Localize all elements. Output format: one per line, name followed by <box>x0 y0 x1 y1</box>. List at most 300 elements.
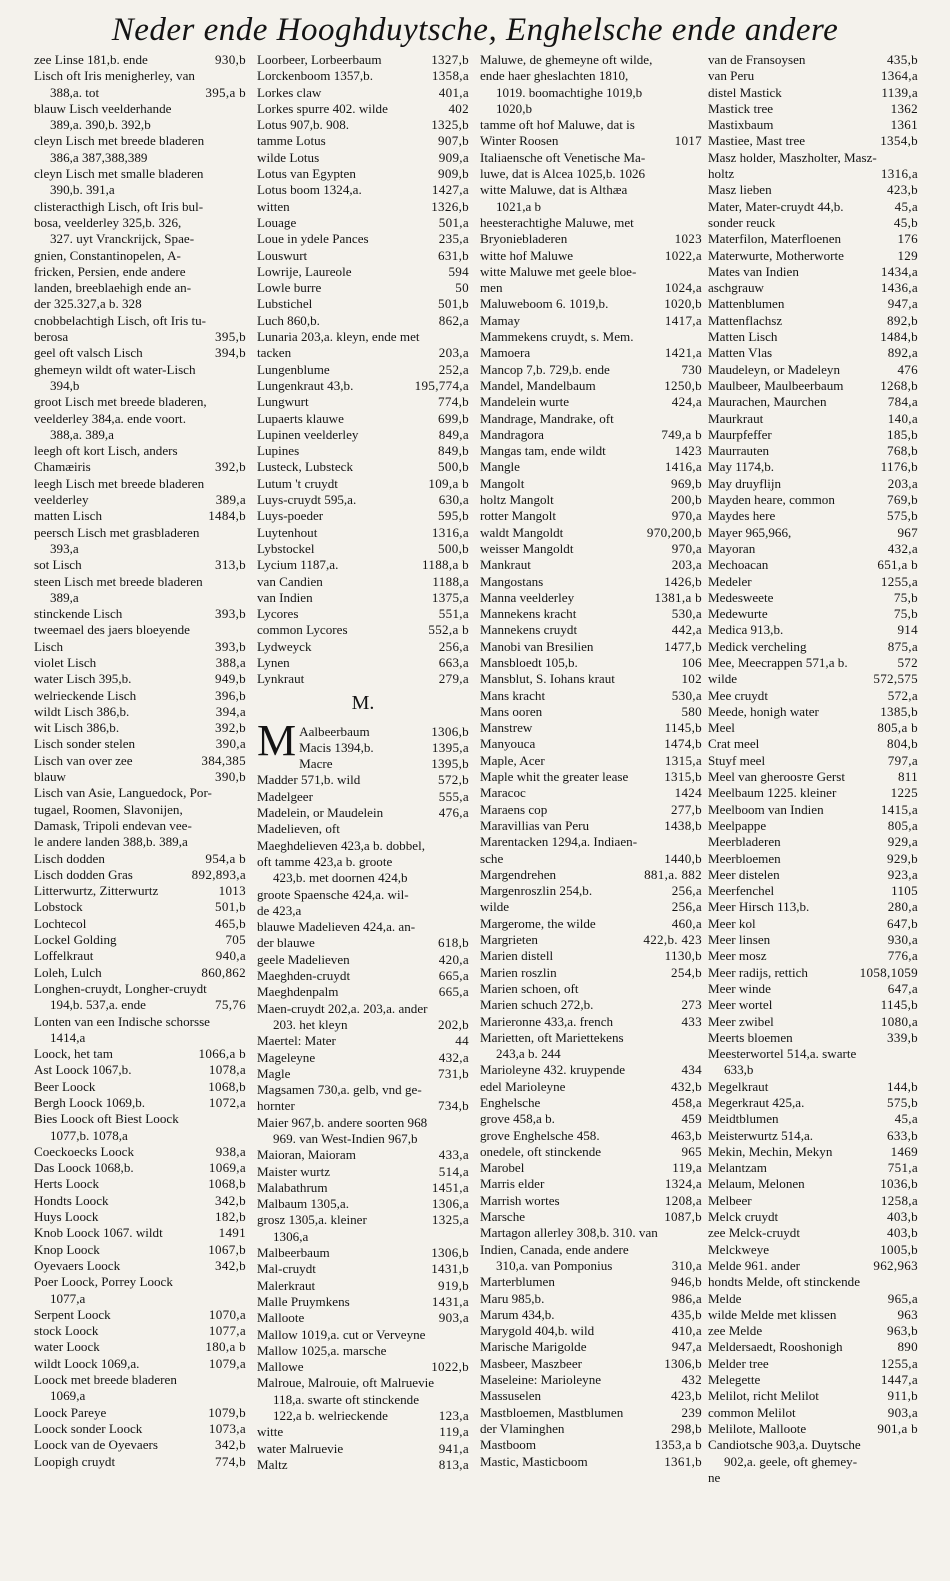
index-entry <box>480 965 702 981</box>
entry-term: Medewurte <box>708 606 768 622</box>
entry-page-ref: 432 <box>681 1372 702 1388</box>
entry-term: Malloote <box>257 1310 305 1326</box>
entry-term: Mangle <box>480 459 520 475</box>
entry-term: Malle Pruymkens <box>257 1293 350 1309</box>
index-entry <box>34 720 246 736</box>
entry-page-ref: 239 <box>681 1404 702 1420</box>
entry-page-ref: 1395,a <box>431 739 469 755</box>
entry-term: Lorkes claw <box>257 84 322 100</box>
entry-page-ref: 572,a <box>887 687 918 703</box>
entry-term: ende haer gheslachten 1810, <box>480 68 629 84</box>
entry-page-ref: 433 <box>681 1013 702 1029</box>
entry-page-ref: 970,a <box>671 540 702 556</box>
index-entry <box>708 818 918 834</box>
index-entry <box>480 1111 702 1127</box>
index-entry <box>480 1225 702 1241</box>
entry-page-ref: 938,a <box>215 1143 246 1159</box>
index-entry <box>257 182 469 198</box>
entry-term: Lowle burre <box>257 280 322 296</box>
entry-page-ref: 342,b <box>215 1192 246 1208</box>
index-entry <box>257 805 469 821</box>
entry-term: 122,a b. welrieckende <box>273 1408 388 1424</box>
index-entry <box>708 1258 918 1274</box>
entry-term: Lockel Golding <box>34 932 117 948</box>
entry-term: Loffelkraut <box>34 948 94 964</box>
entry-page-ref: 860,862 <box>201 964 246 980</box>
index-entry <box>257 378 469 394</box>
entry-page-ref: 776,a <box>887 948 918 964</box>
index-entry <box>708 655 918 671</box>
index-entry <box>480 1437 702 1453</box>
entry-term: Lisch <box>34 638 64 654</box>
entry-term: Medica 913,b. <box>708 622 784 638</box>
entry-page-ref: 946,b <box>671 1274 702 1290</box>
index-entry <box>708 851 918 867</box>
entry-page-ref: 1255,a <box>880 573 918 589</box>
entry-term: van Indien <box>257 589 313 605</box>
index-entry <box>480 329 702 345</box>
entry-term: Lorkes spurre 402. wilde <box>257 100 388 116</box>
entry-page-ref: 665,a <box>438 968 469 984</box>
entry-page-ref: 892,b <box>887 312 918 328</box>
entry-term: Maioran, Maioram <box>257 1147 356 1163</box>
entry-term: wilde <box>480 899 510 915</box>
entry-page-ref: 1477,b <box>664 638 702 654</box>
entry-page-ref: 254,b <box>671 964 702 980</box>
entry-term: Lisch dodden <box>34 850 105 866</box>
index-entry <box>708 313 918 329</box>
entry-term: Meerbladeren <box>708 834 781 850</box>
entry-page-ref: 774,b <box>438 394 469 410</box>
entry-page-ref: 392,b <box>215 720 246 736</box>
entry-page-ref: 965,a <box>887 1290 918 1306</box>
index-entry <box>34 199 246 215</box>
entry-term: Maeghdelieven 423,a b. dobbel, <box>257 837 425 853</box>
entry-page-ref: 572,575 <box>873 671 918 687</box>
entry-page-ref: 50 <box>455 280 469 296</box>
entry-page-ref: 901,a b <box>877 1420 918 1436</box>
entry-term: Maurachen, Maurchen <box>708 394 827 410</box>
entry-page-ref: 1375,a <box>431 589 469 605</box>
entry-term: 1414,a <box>50 1029 86 1045</box>
index-entry <box>34 1225 246 1241</box>
index-entry <box>708 1176 918 1192</box>
index-entry <box>480 1209 702 1225</box>
index-entry <box>34 1339 246 1355</box>
index-entry <box>257 166 469 182</box>
entry-page-ref: 476,a <box>438 805 469 821</box>
entry-term: Mater, Mater-cruydt 44,b. <box>708 198 844 214</box>
entry-term: Maister wurtz <box>257 1163 331 1179</box>
index-entry <box>708 248 918 264</box>
entry-term: Stuyf meel <box>708 752 766 768</box>
index-entry <box>708 1062 918 1078</box>
entry-term: Maurpfeffer <box>708 426 772 442</box>
index-entry <box>480 541 702 557</box>
entry-page-ref: 555,a <box>438 788 469 804</box>
entry-page-ref: 1258,a <box>880 1192 918 1208</box>
entry-term: gnien, Constantinopelen, A- <box>34 247 181 263</box>
entry-term: 1019. boomachtighe 1019,b <box>496 84 643 100</box>
entry-page-ref: 969,b <box>671 475 702 491</box>
index-entry <box>34 476 246 492</box>
entry-term: Lungwurt <box>257 394 309 410</box>
index-entry <box>708 1405 918 1421</box>
entry-term: Marische Marigolde <box>480 1339 587 1355</box>
index-entry <box>257 1017 469 1033</box>
index-entry <box>708 166 918 182</box>
index-entry <box>257 1327 469 1343</box>
index-entry <box>480 1242 702 1258</box>
index-entry <box>34 296 246 312</box>
entry-term: peersch Lisch met grasbladeren <box>34 524 200 540</box>
entry-term: Maseleine: Marioleyne <box>480 1372 602 1388</box>
entry-term: Maurrauten <box>708 443 770 459</box>
entry-term: Damask, Tripoli endevan vee- <box>34 817 192 833</box>
entry-page-ref: 185,b <box>887 426 918 442</box>
entry-term: Meesterwortel 514,a. swarte <box>708 1046 857 1062</box>
index-entry <box>34 1095 246 1111</box>
index-entry <box>34 997 246 1013</box>
entry-term: 1306,a <box>273 1228 309 1244</box>
index-entry <box>480 345 702 361</box>
entry-page-ref: 805,a <box>887 817 918 833</box>
entry-term: ghemeyn wildt oft water-Lisch <box>34 361 196 377</box>
index-entry <box>34 1014 246 1030</box>
index-entry <box>708 948 918 964</box>
index-entry <box>34 1111 246 1127</box>
entry-page-ref: 630,a <box>438 492 469 508</box>
entry-term: blauw Lisch veelderhande <box>34 100 172 116</box>
entry-page-ref: 424,a <box>671 394 702 410</box>
section-letter-heading: M. <box>351 691 375 714</box>
index-entry <box>257 574 469 590</box>
entry-term: 1077,a <box>50 1290 86 1306</box>
entry-page-ref: 1068,b <box>208 1078 246 1094</box>
index-entry <box>708 916 918 932</box>
index-entry <box>708 1225 918 1241</box>
entry-term: Mastic, Masticboom <box>480 1453 588 1469</box>
entry-term: May druyflijn <box>708 475 782 491</box>
index-entry <box>257 1229 469 1245</box>
index-entry <box>34 525 246 541</box>
index-entry <box>708 899 918 915</box>
entry-term: Mamoera <box>480 345 531 361</box>
entry-term: cleyn Lisch met breede bladeren <box>34 133 205 149</box>
entry-page-ref: 1306,a <box>431 1196 469 1212</box>
entry-page-ref: 435,b <box>887 52 918 67</box>
entry-term: 389,a <box>50 589 79 605</box>
entry-page-ref: 1176,b <box>880 459 918 475</box>
entry-term: Lydweyck <box>257 638 312 654</box>
entry-page-ref: 903,a <box>887 1404 918 1420</box>
entry-term: 1020,b <box>496 100 533 116</box>
entry-term: leegh Lisch met breede bladeren <box>34 475 205 491</box>
entry-term: Medick vercheling <box>708 638 807 654</box>
entry-page-ref: 394,a <box>215 703 246 719</box>
entry-term: Meer radijs, rettich <box>708 964 808 980</box>
entry-page-ref: 140,a <box>887 410 918 426</box>
entry-page-ref: 618,b <box>438 935 469 951</box>
index-entry <box>34 704 246 720</box>
entry-term: Melbeer <box>708 1192 752 1208</box>
index-entry <box>257 870 469 886</box>
entry-term: Coeckoecks Loock <box>34 1143 134 1159</box>
entry-page-ref: 465,b <box>215 915 246 931</box>
entry-page-ref: 501,b <box>215 899 246 915</box>
entry-term: Lynkraut <box>257 671 305 687</box>
index-entry <box>708 720 918 736</box>
entry-term: Margerome, the wilde <box>480 915 596 931</box>
entry-page-ref: 909,a <box>438 149 469 165</box>
index-entry <box>257 1180 469 1196</box>
entry-page-ref: 514,a <box>438 1163 469 1179</box>
entry-page-ref: 102 <box>681 671 702 687</box>
index-entry <box>257 1359 469 1375</box>
entry-term: Lisch sonder stelen <box>34 736 136 752</box>
index-entry <box>257 215 469 231</box>
index-entry <box>480 508 702 524</box>
entry-term: Loock van de Oyevaers <box>34 1437 158 1453</box>
entry-term: Lusteck, Lubsteck <box>257 459 353 475</box>
index-entry <box>257 362 469 378</box>
entry-page-ref: 1024,a <box>664 280 702 296</box>
entry-page-ref: 930,a <box>887 932 918 948</box>
index-entry <box>257 85 469 101</box>
entry-term: Maulbeer, Maulbeerbaum <box>708 377 844 393</box>
entry-page-ref: 203,a <box>887 475 918 491</box>
index-entry <box>34 899 246 915</box>
index-entry <box>257 459 469 475</box>
index-entry <box>257 1033 469 1049</box>
entry-page-ref: 203,a <box>438 345 469 361</box>
index-entry <box>34 867 246 883</box>
entry-page-ref: 1130,b <box>664 948 702 964</box>
entry-term: grosz 1305,a. kleiner <box>257 1212 367 1228</box>
entry-term: Loock sonder Loock <box>34 1420 143 1436</box>
entry-term: onedele, oft stinckende <box>480 1143 602 1159</box>
entry-page-ref: 75,b <box>893 589 918 605</box>
entry-page-ref: 929,a <box>887 834 918 850</box>
index-entry <box>480 1307 702 1323</box>
index-entry <box>708 802 918 818</box>
entry-term: Maracoc <box>480 785 526 801</box>
entry-page-ref: 403,b <box>887 1209 918 1225</box>
index-entry <box>257 280 469 296</box>
index-entry <box>480 117 702 133</box>
entry-page-ref: 1068,b <box>208 1176 246 1192</box>
entry-page-ref: 1306,b <box>431 1245 469 1261</box>
index-entry <box>34 1242 246 1258</box>
entry-term: Marsche <box>480 1209 526 1225</box>
entry-term: Magle <box>257 1065 291 1081</box>
entry-page-ref: 1364,a <box>880 68 918 84</box>
index-entry <box>257 1131 469 1147</box>
entry-term: Marien schuch 272,b. <box>480 997 594 1013</box>
index-entry <box>257 655 469 671</box>
entry-term: leegh oft kort Lisch, anders <box>34 443 178 459</box>
entry-page-ref: 849,a <box>438 426 469 442</box>
entry-page-ref: 1070,a <box>208 1306 246 1322</box>
index-entry <box>257 1066 469 1082</box>
entry-page-ref: 1072,a <box>208 1095 246 1110</box>
index-entry <box>34 557 246 573</box>
index-entry <box>480 916 702 932</box>
entry-page-ref: 1315,b <box>664 769 702 785</box>
entry-term: Mans kracht <box>480 687 546 703</box>
entry-term: tweemael des jaers bloeyende <box>34 622 190 638</box>
entry-term: Lisch dodden Gras <box>34 866 133 882</box>
entry-term: Mal-cruydt <box>257 1261 316 1277</box>
index-entry <box>480 671 702 687</box>
entry-term: Melde <box>708 1290 742 1306</box>
index-entry <box>708 704 918 720</box>
entry-term: welrieckende Lisch <box>34 687 137 703</box>
index-entry <box>708 1095 918 1111</box>
entry-page-ref: 1438,b <box>664 817 702 833</box>
index-entry <box>480 1160 702 1176</box>
entry-page-ref: 389,a <box>215 492 246 508</box>
index-entry <box>708 280 918 296</box>
entry-page-ref: 1469 <box>890 1143 918 1159</box>
entry-term: Huys Loock <box>34 1209 99 1225</box>
index-entry <box>299 724 469 740</box>
entry-term: veelderley <box>34 492 89 508</box>
index-entry <box>708 997 918 1013</box>
entry-term: Litterwurtz, Zitterwurtz <box>34 883 159 899</box>
entry-page-ref: 749,a b <box>661 426 702 442</box>
index-entry <box>708 378 918 394</box>
entry-page-ref: 914 <box>897 622 918 638</box>
index-entry <box>480 492 702 508</box>
entry-page-ref: 1431,b <box>431 1261 469 1277</box>
index-entry <box>708 1128 918 1144</box>
entry-term: Ast Loock 1067,b. <box>34 1062 132 1078</box>
entry-term: Maertel: Mater <box>257 1033 336 1049</box>
index-entry <box>34 671 246 687</box>
entry-term: witte Maluwe, dat is Althæa <box>480 182 628 198</box>
entry-term: der Vlaminghen <box>480 1420 565 1436</box>
index-entry <box>34 182 246 198</box>
index-entry <box>257 1261 469 1277</box>
index-entry <box>480 899 702 915</box>
index-entry <box>34 280 246 296</box>
entry-term: Loopigh cruydt <box>34 1453 116 1469</box>
entry-page-ref: 1069,a <box>208 1160 246 1176</box>
index-entry <box>480 101 702 117</box>
index-entry <box>34 231 246 247</box>
entry-term: Melckweye <box>708 1241 770 1257</box>
index-entry <box>34 655 246 671</box>
index-entry <box>257 1392 469 1408</box>
index-entry <box>708 1291 918 1307</box>
entry-term: witte hof Maluwe <box>480 247 574 263</box>
entry-page-ref: 930,b <box>215 52 246 67</box>
entry-page-ref: 774,b <box>215 1453 246 1469</box>
entry-page-ref: 1005,b <box>880 1241 918 1257</box>
entry-term: water Loock <box>34 1339 100 1355</box>
entry-term: geele Madelieven <box>257 951 350 967</box>
index-entry <box>480 215 702 231</box>
index-entry <box>257 1457 469 1473</box>
entry-term: Marentacken 1294,a. Indiaen- <box>480 834 638 850</box>
entry-page-ref: 1078,a <box>208 1062 246 1078</box>
entry-term: waldt Mangoldt <box>480 524 564 540</box>
entry-term: Maluweboom 6. 1019,b. <box>480 296 609 312</box>
index-entry <box>34 411 246 427</box>
entry-term: Maydes here <box>708 508 776 524</box>
index-entry <box>34 378 246 394</box>
entry-term: Lupaerts klauwe <box>257 410 344 426</box>
entry-term: Hondts Loock <box>34 1192 109 1208</box>
index-entry <box>257 1212 469 1228</box>
index-entry <box>34 1062 246 1078</box>
index-entry <box>257 231 469 247</box>
entry-term: holtz Mangolt <box>480 492 554 508</box>
entry-term: van de Fransoysen <box>708 52 806 67</box>
entry-term: tamme oft hof Maluwe, dat is <box>480 117 635 133</box>
entry-term: Poer Loock, Porrey Loock <box>34 1274 173 1290</box>
entry-page-ref: 463,b <box>671 1127 702 1143</box>
entry-term: witte Maluwe met geele bloe- <box>480 263 637 279</box>
entry-page-ref: 970,a <box>671 508 702 524</box>
entry-term: Meer kol <box>708 915 756 931</box>
index-entry <box>708 296 918 312</box>
entry-term: Melaum, Melonen <box>708 1176 805 1192</box>
entry-term: cnobbelachtigh Lisch, oft Iris tu- <box>34 312 206 328</box>
entry-term: Madder 571,b. wild <box>257 772 361 788</box>
entry-page-ref: 394,b <box>215 345 246 361</box>
index-entry <box>257 394 469 410</box>
entry-page-ref: 180,a b <box>205 1339 246 1355</box>
entry-term: Malroue, Malrouie, oft Malruevie <box>257 1375 435 1391</box>
entry-term: Malbaum 1305,a. <box>257 1196 350 1212</box>
index-entry <box>34 117 246 133</box>
index-entry <box>34 215 246 231</box>
index-entry <box>257 1294 469 1310</box>
entry-term: Meer linsen <box>708 932 771 948</box>
entry-page-ref: 1326,b <box>431 198 469 214</box>
entry-page-ref: 1324,a <box>664 1176 702 1192</box>
entry-page-ref: 176 <box>897 231 918 247</box>
entry-term: Mayoran <box>708 540 756 556</box>
index-entry <box>480 1079 702 1095</box>
index-entry <box>708 1079 918 1095</box>
entry-term: Mansbloedt 105,b. <box>480 654 578 670</box>
entry-page-ref: 195,774,a <box>414 377 469 393</box>
entry-page-ref: 1424 <box>674 785 702 801</box>
entry-term: Bryoniebladeren <box>480 231 568 247</box>
entry-page-ref: 1474,b <box>664 736 702 752</box>
entry-page-ref: 1484,b <box>208 508 246 524</box>
entry-term: grove 458,a b. <box>480 1111 555 1127</box>
entry-term: Loock Pareye <box>34 1404 107 1420</box>
entry-term: geel oft valsch Lisch <box>34 345 143 361</box>
index-entry <box>480 443 702 459</box>
entry-page-ref: 342,b <box>215 1437 246 1453</box>
entry-page-ref: 310,a <box>671 1257 702 1273</box>
entry-page-ref: 1385,b <box>880 703 918 719</box>
entry-term: Meidtblumen <box>708 1111 779 1127</box>
entry-term: Meel <box>708 720 735 736</box>
entry-page-ref: 892,a <box>887 345 918 361</box>
index-entry <box>257 671 469 687</box>
index-entry <box>708 785 918 801</box>
index-entry <box>34 965 246 981</box>
entry-term: Mastiee, Mast tree <box>708 133 806 149</box>
entry-page-ref: 1381,a b <box>654 589 702 605</box>
entry-term: Loleh, Lulch <box>34 964 102 980</box>
